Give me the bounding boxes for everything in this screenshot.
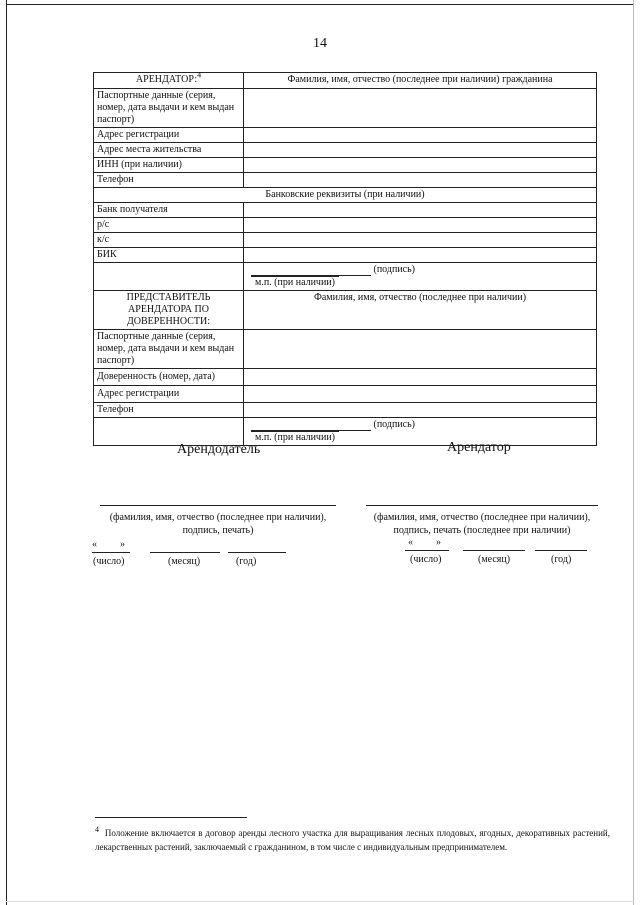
tenant-year-line[interactable] xyxy=(535,550,587,551)
rep-reg-address-field[interactable] xyxy=(244,386,597,403)
account-field[interactable] xyxy=(244,218,597,233)
tenant-quote-close: » xyxy=(436,537,441,548)
rep-signature-cell[interactable] xyxy=(244,418,597,446)
bank-details-header: Банковские реквизиты (при наличии) xyxy=(94,188,597,203)
reg-address-field[interactable] xyxy=(244,128,597,143)
account-label: р/с xyxy=(94,218,244,233)
tenant-details-table xyxy=(93,72,597,446)
rep-passport-label: Паспортные данные (серия, номер, дата выдачи и кем выдан паспорт) xyxy=(94,330,244,369)
tenant-year-caption: (год) xyxy=(551,554,572,565)
tenant-signature-line[interactable] xyxy=(366,505,598,506)
page-border-left xyxy=(6,0,7,905)
landlord-quote-open: « xyxy=(92,539,97,550)
tenant-quote-open: « xyxy=(408,537,413,548)
signature-line xyxy=(251,264,371,276)
footnote-number: 4 xyxy=(95,825,99,834)
stamp-caption: м.п. (при наличии) xyxy=(251,431,339,444)
page-number: 14 xyxy=(313,36,327,51)
footnote-ref: 4 xyxy=(197,70,202,80)
landlord-month-line[interactable] xyxy=(150,552,220,553)
reg-address-label: Адрес регистрации xyxy=(94,128,244,143)
signature-caption: (подпись) xyxy=(373,264,416,275)
tenant-title: Арендатор xyxy=(447,440,511,455)
bik-field[interactable] xyxy=(244,248,597,263)
inn-label: ИНН (при наличии) xyxy=(94,158,244,173)
page-border-top xyxy=(6,4,634,5)
residence-address-label: Адрес места жительства xyxy=(94,143,244,158)
corr-account-field[interactable] xyxy=(244,233,597,248)
page-border-right xyxy=(633,0,634,905)
bank-name-label: Банк получателя xyxy=(94,203,244,218)
residence-address-field[interactable] xyxy=(244,143,597,158)
landlord-signature-line[interactable] xyxy=(100,505,336,506)
tenant-day-caption: (число) xyxy=(410,554,442,565)
representative-header-label: ПРЕДСТАВИТЕЛЬ АРЕНДАТОРА ПО ДОВЕРЕННОСТИ: xyxy=(94,291,244,330)
phone-field[interactable] xyxy=(244,173,597,188)
passport-field[interactable] xyxy=(244,89,597,128)
rep-phone-field[interactable] xyxy=(244,403,597,418)
power-of-attorney-label: Доверенность (номер, дата) xyxy=(94,369,244,386)
bik-label: БИК xyxy=(94,248,244,263)
landlord-day-caption: (число) xyxy=(93,556,125,567)
landlord-caption: (фамилия, имя, отчество (последнее при наличии), подпись, печать) xyxy=(109,512,327,536)
landlord-month-caption: (месяц) xyxy=(168,556,201,567)
tenant-caption: (фамилия, имя, отчество (последнее при наличии), подпись, печать (последнее при наличии) xyxy=(373,512,591,536)
tenant-month-line[interactable] xyxy=(463,550,525,551)
inn-field[interactable] xyxy=(244,158,597,173)
landlord-title: Арендодатель xyxy=(177,442,261,457)
power-of-attorney-field[interactable] xyxy=(244,369,597,386)
rep-phone-label: Телефон xyxy=(94,403,244,418)
bank-name-field[interactable] xyxy=(244,203,597,218)
tenant-header-value: Фамилия, имя, отчество (последнее при наличии) гражданина xyxy=(244,73,597,89)
passport-label: Паспортные данные (серия, номер, дата выдачи и кем выдан паспорт) xyxy=(94,89,244,128)
stamp-caption: м.п. (при наличии) xyxy=(251,276,339,289)
landlord-year-line[interactable] xyxy=(228,552,286,553)
representative-header-value: Фамилия, имя, отчество (последнее при наличии) xyxy=(244,291,597,330)
signature-line xyxy=(251,419,371,431)
footnote-separator xyxy=(95,817,247,818)
tenant-month-caption: (месяц) xyxy=(478,554,511,565)
corr-account-label: к/с xyxy=(94,233,244,248)
landlord-quote-close: » xyxy=(120,539,125,550)
signature-caption: (подпись) xyxy=(373,419,416,430)
rep-reg-address-label: Адрес регистрации xyxy=(94,386,244,403)
tenant-header-label: АРЕНДАТОР:$^4$ xyxy=(94,73,244,89)
footnote-text: Положение включается в договор аренды лесного участка для выращивания лесных плодовых, ягодных, декоративных растений, лекарственных растений, заключаемый с гражданином, в том числе с индивидуальным предпринимателем. xyxy=(95,828,611,852)
footnote xyxy=(95,826,610,854)
phone-label: Телефон xyxy=(94,173,244,188)
landlord-year-caption: (год) xyxy=(236,556,257,567)
rep-passport-field[interactable] xyxy=(244,330,597,369)
tenant-day-line[interactable] xyxy=(405,550,449,551)
page-border-bottom xyxy=(6,901,634,902)
tenant-signature-cell[interactable] xyxy=(244,263,597,291)
landlord-day-line[interactable] xyxy=(92,552,130,553)
